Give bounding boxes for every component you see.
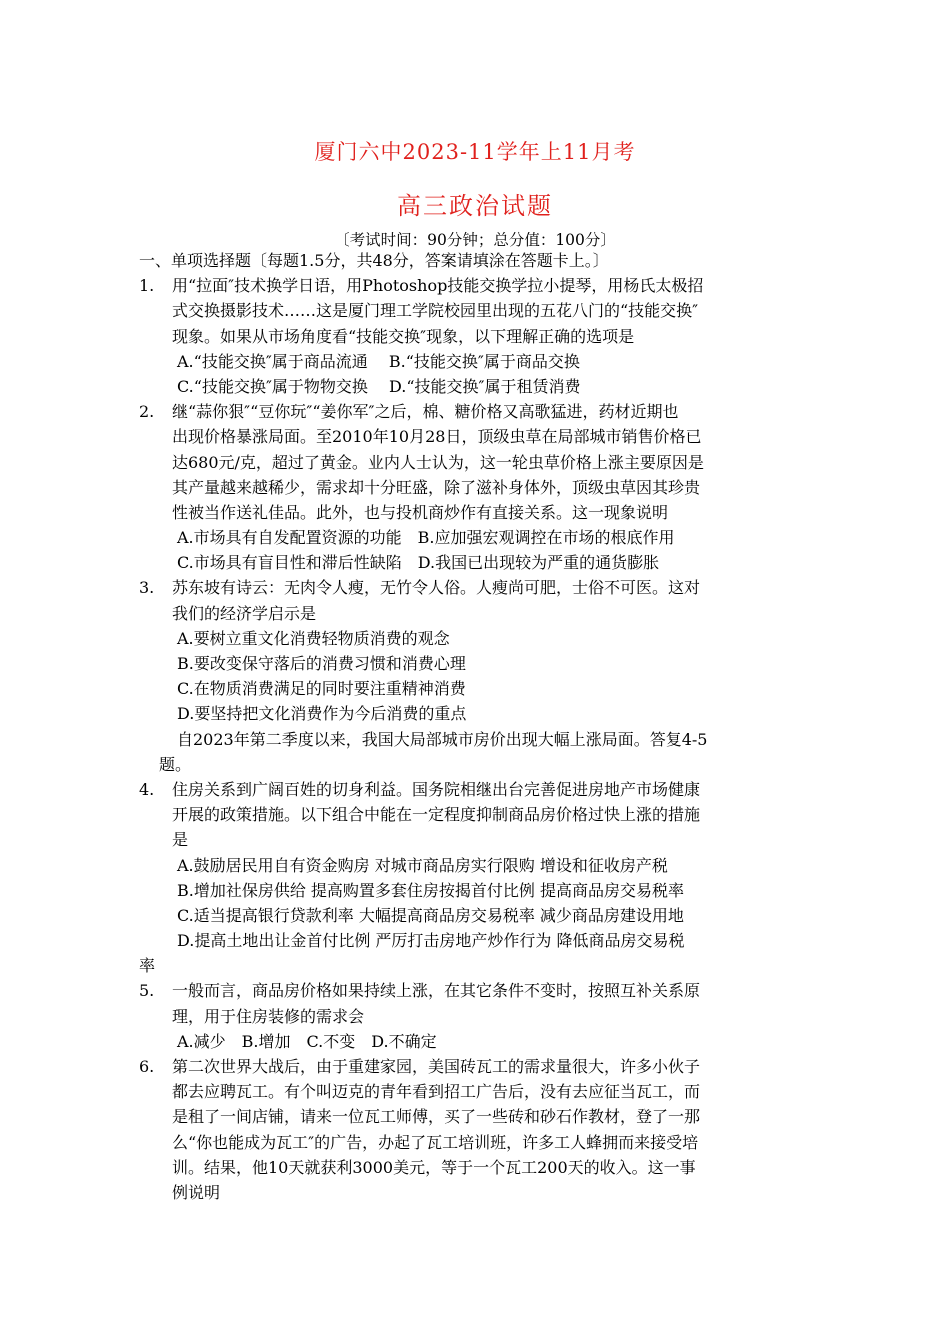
question-6-stem: 例说明 [172, 1182, 221, 1202]
question-4-stem: 住房关系到广阔百姓的切身利益。国务院相继出台完善促进房地产市场健康 [172, 779, 701, 799]
question-2-stem: 继“蒜你狠″“豆你玩″“姜你军″之后，棉、糖价格又高歌猛进，药材近期也 [172, 402, 679, 422]
question-1-options: A.“技能交换″属于商品流通 B.“技能交换″属于商品交换 [177, 351, 580, 371]
question-2-stem: 达680元/克，超过了黄金。业内人士认为，这一轮虫草价格上涨主要原因是 [172, 452, 704, 472]
question-5-line [0, 978, 950, 1003]
question-1-stem: 式交换摄影技术……这是厦门理工学院校园里出现的五花八门的“技能交换″ [172, 301, 699, 321]
question-number: 6. [139, 1057, 155, 1076]
question-6-stem: 都去应聘瓦工。有个叫迈克的青年看到招工广告后，没有去应征当瓦工，而 [172, 1082, 701, 1102]
question-2-options: C.市场具有盲目性和滞后性缺陷 D.我国已出现较为严重的通货膨胀 [177, 553, 660, 573]
question-number: 2. [139, 402, 155, 422]
question-5-stem: 理，用于住房装修的需求会 [172, 1006, 365, 1026]
question-2-options: A.市场具有自发配置资源的功能 B.应加强宏观调控在市场的根底作用 [177, 528, 675, 548]
question-3-option: D.要坚持把文化消费作为今后消费的重点 [177, 704, 467, 724]
question-4-stem: 开展的政策措施。以下组合中能在一定程度抑制商品房价格过快上涨的措施 [172, 805, 701, 825]
question-3-stem: 我们的经济学启示是 [172, 603, 317, 623]
question-6-line [0, 1054, 950, 1079]
question-1-line [0, 273, 950, 298]
question-1-stem: 现象。如果从市场角度看“技能交换″现象，以下理解正确的选项是 [172, 326, 635, 346]
question-6-stem: 么“你也能成为瓦工″的广告，办起了瓦工培训班，许多工人蜂拥而来接受培 [172, 1132, 699, 1152]
question-2-stem: 出现价格暴涨局面。至2010年10月28日，顶级虫草在局部城市销售价格已 [172, 427, 702, 447]
section-heading: 一、单项选择题〔每题1.5分，共48分，答案请填涂在答题卡上。〕 [139, 251, 609, 270]
question-5-stem: 一般而言，商品房价格如果持续上涨，在其它条件不变时，按照互补关系原 [172, 981, 701, 1001]
exam-info: 〔考试时间：90分钟；总分值：100分〕 [334, 231, 616, 249]
question-3-stem: 苏东坡有诗云：无肉令人瘦，无竹令人俗。人瘦尚可肥，士俗不可医。这对 [172, 578, 701, 598]
question-4-stem: 是 [172, 830, 189, 850]
question-5-options: A.减少 B.增加 C.不变 D.不确定 [177, 1031, 437, 1051]
question-3-line [0, 575, 950, 600]
question-2-line [0, 399, 950, 424]
question-4-option-wrap: 率 [139, 956, 156, 976]
exam-school-title: 厦门六中2023-11学年上11月考 [314, 140, 636, 164]
question-number: 1. [139, 276, 155, 296]
questions-4-5-intro: 题。 [159, 754, 192, 774]
question-3-option: A.要树立重文化消费轻物质消费的观念 [177, 628, 450, 648]
question-3-option: B.要改变保守落后的消费习惯和消费心理 [177, 654, 466, 673]
exam-subject-title: 高三政治试题 [397, 192, 553, 220]
question-6-stem: 训。结果，他10天就获利3000美元，等于一个瓦工200天的收入。这一事 [172, 1157, 696, 1177]
question-2-stem: 其产量越来越稀少，需求却十分旺盛，除了滋补身体外，顶级虫草因其珍贵 [172, 477, 701, 497]
question-4-option: C.适当提高银行贷款利率 大幅提高商品房交易税率 减少商品房建设用地 [177, 905, 684, 925]
question-4-line [0, 777, 950, 802]
question-6-stem: 是租了一间店铺，请来一位瓦工师傅，买了一些砖和砂石作教材，登了一那 [172, 1107, 701, 1127]
exam-body [0, 248, 950, 1205]
questions-4-5-intro: 自2023年第二季度以来，我国大局部城市房价出现大幅上涨局面。答复4-5 [177, 729, 708, 749]
question-3-option: C.在物质消费满足的同时要注重精神消费 [177, 679, 466, 699]
question-number: 3. [139, 578, 155, 598]
question-4-option: D.提高土地出让金首付比例 严厉打击房地产炒作行为 降低商品房交易税 [177, 931, 685, 951]
question-6-stem: 第二次世界大战后，由于重建家园，美国砖瓦工的需求量很大，许多小伙子 [172, 1057, 701, 1076]
question-1-stem: 用“拉面″技术换学日语，用Photoshop技能交换学拉小提琴，用杨氏太极招 [172, 276, 704, 296]
question-number: 4. [139, 779, 155, 799]
question-2-stem: 性被当作送礼佳品。此外，也与投机商炒作有直接关系。这一现象说明 [172, 502, 669, 522]
question-number: 5. [139, 981, 155, 1001]
question-4-option: A.鼓励居民用自有资金购房 对城市商品房实行限购 增设和征收房产税 [177, 855, 668, 875]
question-4-option: B.增加社保房供给 提高购置多套住房按揭首付比例 提高商品房交易税率 [177, 880, 685, 900]
question-1-options: C.“技能交换″属于物物交换 D.“技能交换″属于租赁消费 [177, 376, 581, 396]
